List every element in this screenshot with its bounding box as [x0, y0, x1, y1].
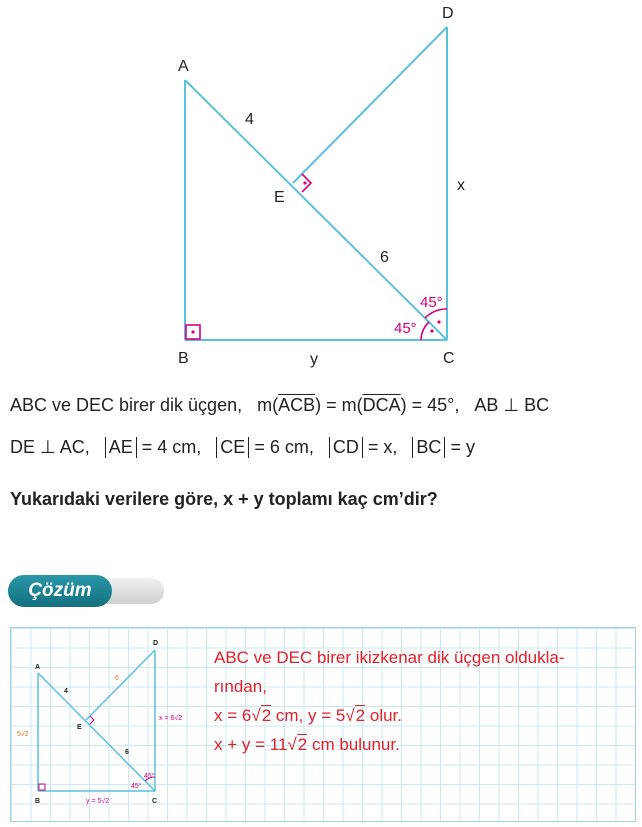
small-label-de: 6 [115, 675, 119, 682]
small-label-d: D [153, 640, 159, 647]
small-label-c: C [152, 798, 158, 805]
solution-line-4: x + y = 11√2 cm bulunur. [214, 735, 400, 754]
problem-line-2 [10, 437, 475, 458]
right-angle-e-dot [303, 181, 306, 184]
small-right-angle-e [90, 716, 94, 724]
ce-value: = 6 cm, [254, 437, 314, 457]
solution-line-3: x = 6√2 cm, y = 5√2 olur. [214, 706, 402, 725]
small-angle-label-2: 45° [131, 783, 142, 790]
perp-ab-bc: AB ⊥ BC [474, 395, 550, 415]
bc-value: = y [450, 437, 475, 457]
label-e: E [274, 189, 285, 206]
label-ae: 4 [245, 111, 254, 128]
sqrt-y: 2 [355, 706, 366, 725]
olur: olur. [365, 706, 402, 725]
angle-label-2: 45° [394, 320, 417, 337]
solution-line-1: ABC ve DEC birer ikizkenar dik üçgen oldukla- [214, 648, 565, 667]
small-label-ae: 4 [64, 688, 68, 695]
small-angle-label-1: 45° [144, 773, 155, 780]
small-label-a: A [35, 664, 41, 671]
label-bc: y [310, 351, 318, 368]
segment-de [293, 27, 447, 183]
sum-value: x + y = 11 [214, 735, 288, 754]
small-segment-ac [38, 673, 155, 791]
small-label-ab: 5√2 [17, 731, 29, 738]
small-label-ce: 6 [125, 749, 129, 756]
eq-mid: ) = m( [315, 395, 363, 415]
problem-line-1 [10, 395, 549, 416]
cd-value: = x, [367, 437, 398, 457]
y-value: cm, y = 5 [271, 706, 346, 725]
m-open: m( [257, 395, 279, 415]
cozum-label: Çözüm [8, 575, 112, 607]
small-label-cd: x = 6√2 [159, 715, 183, 722]
problem-question: Yukarıdaki verilere göre, x + y toplamı kaç cm’dir? [10, 489, 438, 509]
sqrt-sum: 2 [297, 735, 308, 754]
label-a: A [178, 58, 189, 75]
sqrt-x: 2 [261, 706, 272, 725]
small-figure [11, 628, 211, 821]
ae-value: = 4 cm, [141, 437, 202, 457]
label-cd: x [457, 177, 465, 194]
label-c: C [443, 350, 455, 367]
small-label-bc: y = 5√2 [86, 798, 110, 805]
bulunur: cm bulunur. [307, 735, 400, 754]
problem-intro: ABC ve DEC birer dik üçgen, [10, 395, 243, 415]
main-figure [0, 0, 642, 380]
angle-dot-1 [437, 320, 440, 323]
segment-ac [185, 80, 447, 340]
small-label-e: E [77, 724, 82, 731]
label-b: B [178, 350, 189, 367]
cozum-badge [8, 573, 164, 609]
angle-dot-2 [430, 329, 433, 332]
label-ce: 6 [380, 249, 389, 266]
eq-end: ) = 45°, [400, 395, 460, 415]
x-value: x = 6 [214, 706, 252, 725]
abs-ae: AE [105, 437, 137, 458]
abs-ce: CE [216, 437, 249, 458]
small-right-angle-b [39, 784, 45, 790]
angle-arc-c2 [421, 322, 429, 340]
perp-de-ac: DE ⊥ AC, [10, 437, 90, 457]
abs-bc: BC [412, 437, 445, 458]
angle-label-1: 45° [420, 294, 443, 311]
label-d: D [442, 5, 454, 22]
abs-cd: CD [329, 437, 363, 458]
solution-line-2: rından, [214, 677, 267, 696]
right-angle-b-dot [191, 330, 194, 333]
angle-dca: $\overline{DCA}$ [362, 395, 401, 415]
small-label-b: B [35, 798, 41, 805]
angle-acb: $\overline{ACB}$ [278, 395, 316, 415]
small-segment-de [86, 650, 155, 720]
